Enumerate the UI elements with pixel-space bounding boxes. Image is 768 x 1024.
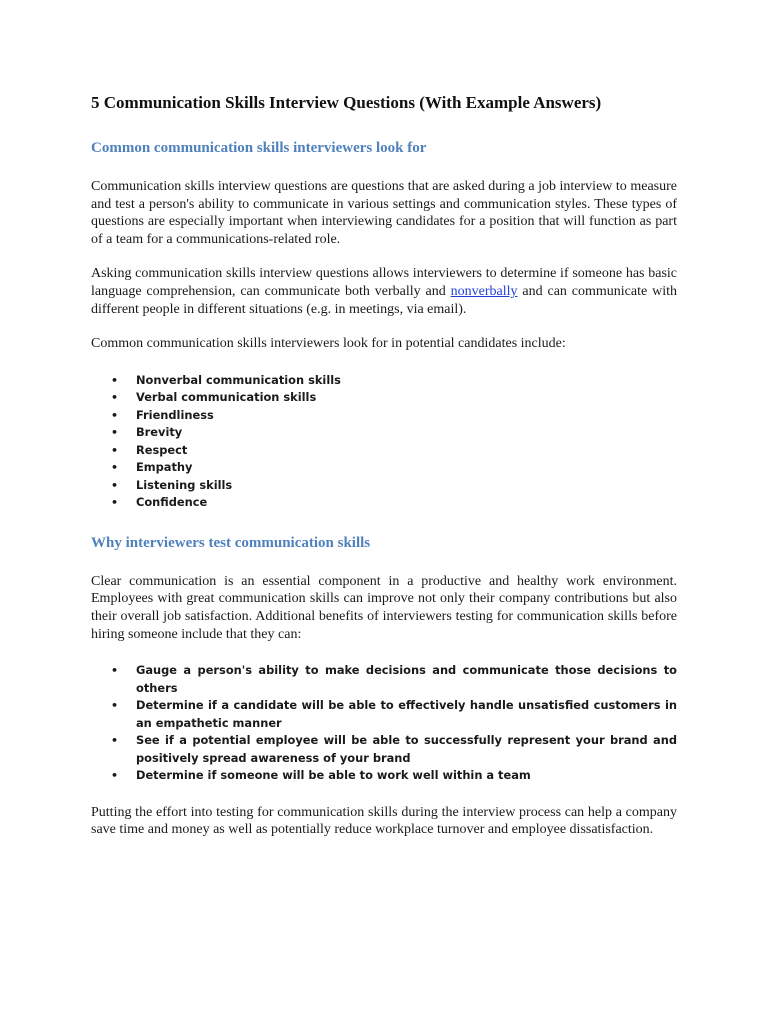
list-item-text: Verbal communication skills xyxy=(136,390,317,405)
list-item xyxy=(91,732,677,767)
section-heading-why-test: Why interviewers test communication skills xyxy=(91,534,371,551)
list-item-text: Friendliness xyxy=(136,407,214,422)
list-item-text: Gauge a person's ability to make decisions and communicate those decisions to others xyxy=(136,663,677,695)
list-item xyxy=(91,407,677,425)
document-title: 5 Communication Skills Interview Questions (With Example Answers) xyxy=(91,93,602,112)
bullet-icon: • xyxy=(111,769,119,783)
list-item xyxy=(91,477,677,495)
paragraph-clear-communication: Clear communication is an essential component in a productive and healthy work environment. Employees with great communication skills can improve not only their company contributions but also their overall job satisfaction. Additional benefits of interviewers testing for communication skills before hiring someone include that they can: xyxy=(91,573,677,642)
list-item xyxy=(91,767,677,785)
list-item xyxy=(91,442,677,460)
paragraph-intro: Communication skills interview questions are questions that are asked during a job interview to measure and test a person's ability to communicate in various settings and communication styles. These types of questions are especially important when interviewing candidates for a position that will function as part of a team for a communications-related role. xyxy=(91,179,677,247)
list-item-text: Determine if someone will be able to work well within a team xyxy=(136,768,531,783)
document-page xyxy=(91,92,677,856)
nonverbally-link[interactable]: nonverbally xyxy=(450,283,518,299)
list-item xyxy=(91,424,677,442)
bullet-icon: • xyxy=(111,734,119,748)
list-item-text: Nonverbal communication skills xyxy=(136,372,341,387)
paragraph-asking-text-end: and can communicate with different people in different situations (e.g. in meetings, via email). xyxy=(91,283,677,317)
paragraph-list-intro: Common communication skills interviewers look for in potential candidates include: xyxy=(91,336,566,352)
list-item-text: Listening skills xyxy=(136,477,233,492)
list-item-text: Empathy xyxy=(136,460,193,475)
list-item xyxy=(91,494,677,512)
bullet-icon: • xyxy=(111,391,119,405)
list-item-text: See if a potential employee will be able to successfully represent your brand and positively spread awareness of your brand xyxy=(136,733,677,765)
section-heading-common-skills: Common communication skills interviewers look for xyxy=(91,140,427,156)
paragraph-asking-text-start: Asking communication skills interview questions allows interviewers to determine if someone has basic language comprehension, can communicate both verbally and xyxy=(91,266,677,299)
bullet-icon: • xyxy=(111,426,119,440)
list-item-text: Brevity xyxy=(136,425,183,440)
bullet-icon: • xyxy=(111,373,119,387)
paragraph-conclusion: Putting the effort into testing for communication skills during the interview process can help a company save time and money as well as potentially reduce workplace turnover and employee dissatisfaction. xyxy=(91,804,677,838)
bullet-icon: • xyxy=(111,461,119,475)
bullet-icon: • xyxy=(111,478,119,492)
list-item xyxy=(91,389,677,407)
bullet-icon: • xyxy=(111,664,119,678)
list-item xyxy=(91,662,677,697)
benefits-bullet-list xyxy=(91,662,677,785)
skills-bullet-list xyxy=(91,372,677,512)
list-item-text: Determine if a candidate will be able to effectively handle unsatisfied customers in an empathetic manner xyxy=(136,698,677,730)
list-item xyxy=(91,372,677,390)
bullet-icon: • xyxy=(111,699,119,713)
bullet-icon: • xyxy=(111,496,119,510)
list-item xyxy=(91,697,677,732)
bullet-icon: • xyxy=(111,408,119,422)
list-item-text: Respect xyxy=(136,442,188,457)
bullet-icon: • xyxy=(111,443,119,457)
list-item xyxy=(91,459,677,477)
paragraph-asking xyxy=(91,265,677,318)
list-item-text: Confidence xyxy=(136,495,208,510)
